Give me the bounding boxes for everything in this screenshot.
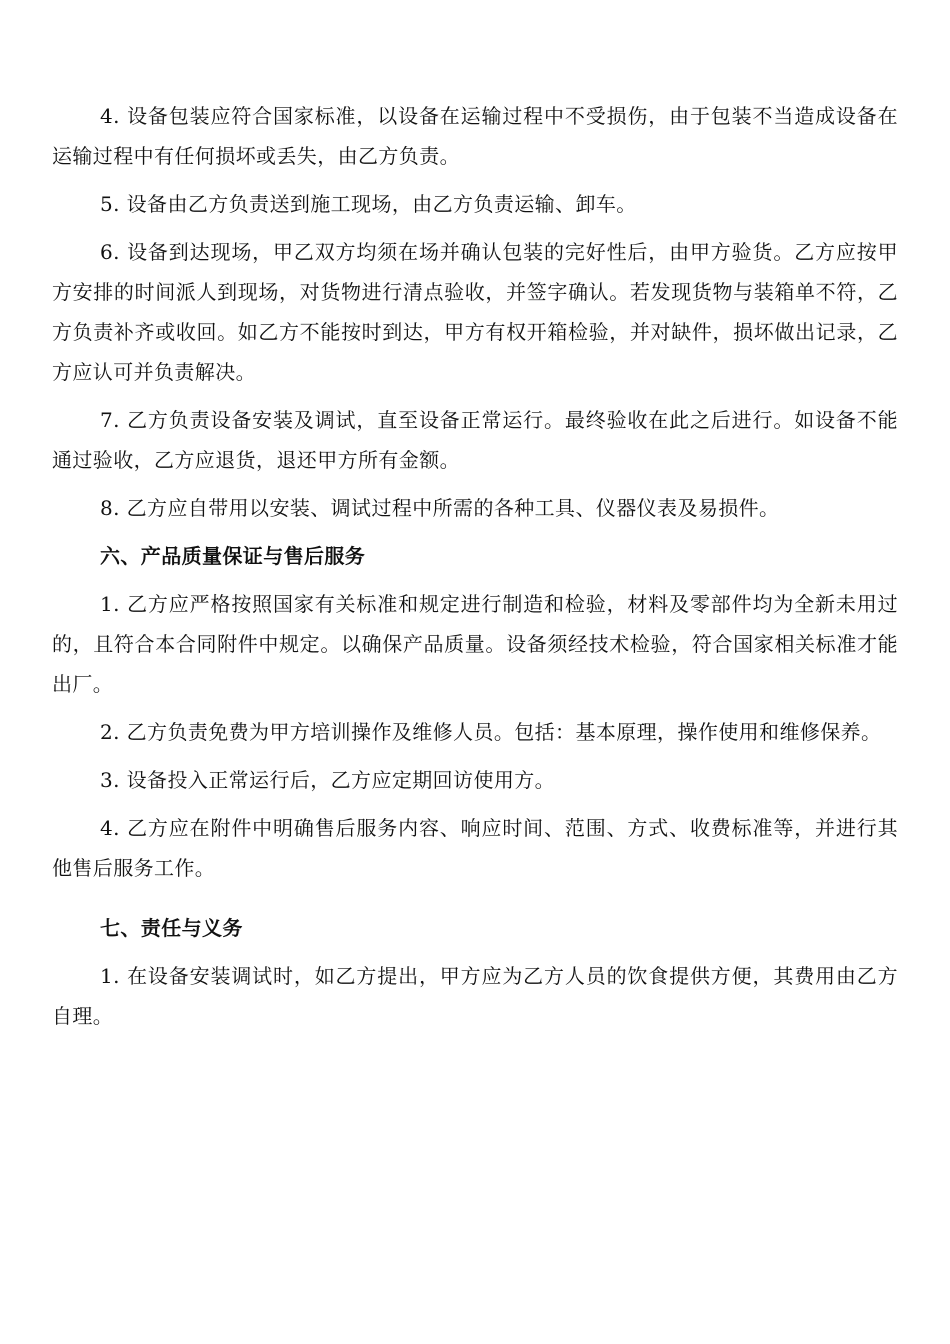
clause-5-8: 8. 乙方应自带用以安装、调试过程中所需的各种工具、仪器仪表及易损件。 bbox=[100, 496, 780, 520]
document-page bbox=[52, 96, 898, 1044]
clause-6-3: 3. 设备投入正常运行后，乙方应定期回访使用方。 bbox=[100, 768, 556, 792]
clause-7-1: 1. 在设备安装调试时，如乙方提出，甲方应为乙方人员的饮食提供方便，其费用由乙方自理。 bbox=[52, 964, 898, 1028]
clause-6-4: 4. 乙方应在附件中明确售后服务内容、响应时间、范围、方式、收费标准等，并进行其他售后服务工作。 bbox=[52, 816, 898, 880]
clause-5-6: 6. 设备到达现场，甲乙双方均须在场并确认包装的完好性后，由甲方验货。乙方应按甲方安排的时间派人到现场，对货物进行清点验收，并签字确认。若发现货物与装箱单不符，乙方负责补齐或收回。如乙方不能按时到达，甲方有权开箱检验，并对缺件，损坏做出记录，乙方应认可并负责解决。 bbox=[52, 240, 898, 384]
section-heading-responsibility: 七、责任与义务 bbox=[100, 916, 243, 940]
clause-5-5: 5. 设备由乙方负责送到施工现场，由乙方负责运输、卸车。 bbox=[100, 192, 637, 216]
section-heading-quality: 六、产品质量保证与售后服务 bbox=[100, 544, 366, 568]
clause-6-1: 1. 乙方应严格按照国家有关标准和规定进行制造和检验，材料及零部件均为全新未用过的，且符合本合同附件中规定。以确保产品质量。设备须经技术检验，符合国家相关标准才能出厂。 bbox=[52, 592, 898, 696]
clause-6-2: 2. 乙方负责免费为甲方培训操作及维修人员。包括：基本原理，操作使用和维修保养。 bbox=[100, 720, 882, 744]
clause-5-7: 7. 乙方负责设备安装及调试，直至设备正常运行。最终验收在此之后进行。如设备不能通过验收，乙方应退货，退还甲方所有金额。 bbox=[52, 408, 898, 472]
clause-5-4: 4. 设备包装应符合国家标准，以设备在运输过程中不受损伤，由于包装不当造成设备在运输过程中有任何损坏或丢失，由乙方负责。 bbox=[52, 104, 898, 168]
